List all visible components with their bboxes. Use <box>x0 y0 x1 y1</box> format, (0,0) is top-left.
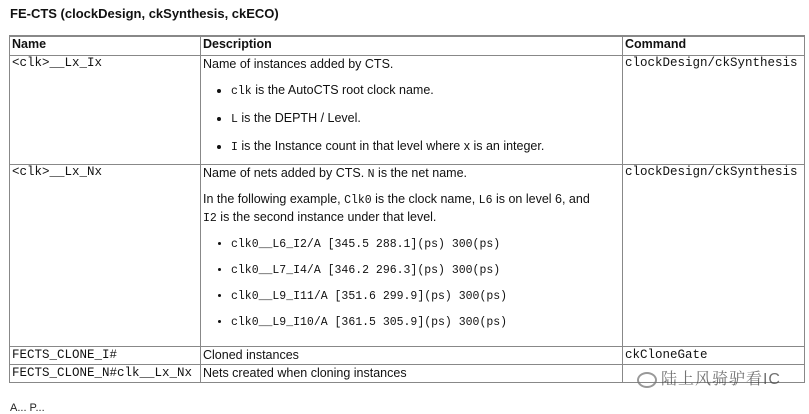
table-row <box>10 165 805 347</box>
list-item-text: is the Instance count in that level where x is an integer. <box>237 139 545 153</box>
code-token: L <box>231 113 238 126</box>
row-name: <clk>__Lx_Nx <box>10 165 201 347</box>
code-line: • clk0__L9_I10/A [361.5 305.9](ps) 300(ps) <box>231 315 620 331</box>
code-token: I <box>231 141 238 154</box>
wechat-icon <box>637 372 657 388</box>
row-description <box>201 165 623 347</box>
table-row <box>10 56 805 165</box>
section-heading: FE-CTS (clockDesign, ckSynthesis, ckECO) <box>10 6 279 21</box>
watermark <box>637 366 781 389</box>
row-description <box>201 56 623 165</box>
desc-example <box>203 191 620 227</box>
watermark-text: 陆上风骑驴看IC <box>660 371 781 388</box>
row-command: clockDesign/ckSynthesis <box>623 56 805 165</box>
code-token: L6 <box>478 194 493 207</box>
table-row <box>10 347 805 365</box>
row-description: Nets created when cloning instances <box>201 365 623 383</box>
desc-intro <box>203 165 620 183</box>
desc-text: is the net name. <box>374 166 467 180</box>
code-token: Clk0 <box>344 194 372 207</box>
desc-text: In the following example, <box>203 192 345 206</box>
desc-text: is the second instance under that level. <box>216 210 437 224</box>
desc-text: is the clock name, <box>371 192 479 206</box>
code-token: clk <box>231 85 252 98</box>
list-item-text: is the AutoCTS root clock name. <box>251 83 434 97</box>
footer-text: A... P... <box>10 402 45 414</box>
naming-table <box>9 35 805 383</box>
code-token: I2 <box>203 212 217 225</box>
desc-intro: Name of instances added by CTS. <box>203 57 394 71</box>
header-row <box>10 36 805 56</box>
col-header-description: Description <box>201 36 623 56</box>
code-line: • clk0__L7_I4/A [346.2 296.3](ps) 300(ps) <box>231 263 620 279</box>
row-command: clockDesign/ckSynthesis <box>623 165 805 347</box>
code-line: • clk0__L6_I2/A [345.5 288.1](ps) 300(ps) <box>231 237 620 253</box>
list-item <box>231 138 620 156</box>
code-line: • clk0__L9_I11/A [351.6 299.9](ps) 300(ps) <box>231 289 620 305</box>
col-header-command: Command <box>623 36 805 56</box>
row-name: FECTS_CLONE_N#clk__Lx_Nx <box>10 365 201 383</box>
row-name: FECTS_CLONE_I# <box>10 347 201 365</box>
list-item-text: is the DEPTH / Level. <box>237 111 361 125</box>
row-description: Cloned instances <box>201 347 623 365</box>
desc-text: Name of nets added by CTS. <box>203 166 368 180</box>
row-command: ckCloneGate <box>623 347 805 365</box>
col-header-name: Name <box>10 36 201 56</box>
desc-text: is on level 6, and <box>492 192 590 206</box>
code-token: N <box>367 168 375 181</box>
list-item <box>231 110 620 128</box>
list-item <box>231 82 620 100</box>
row-name: <clk>__Lx_Ix <box>10 56 201 165</box>
